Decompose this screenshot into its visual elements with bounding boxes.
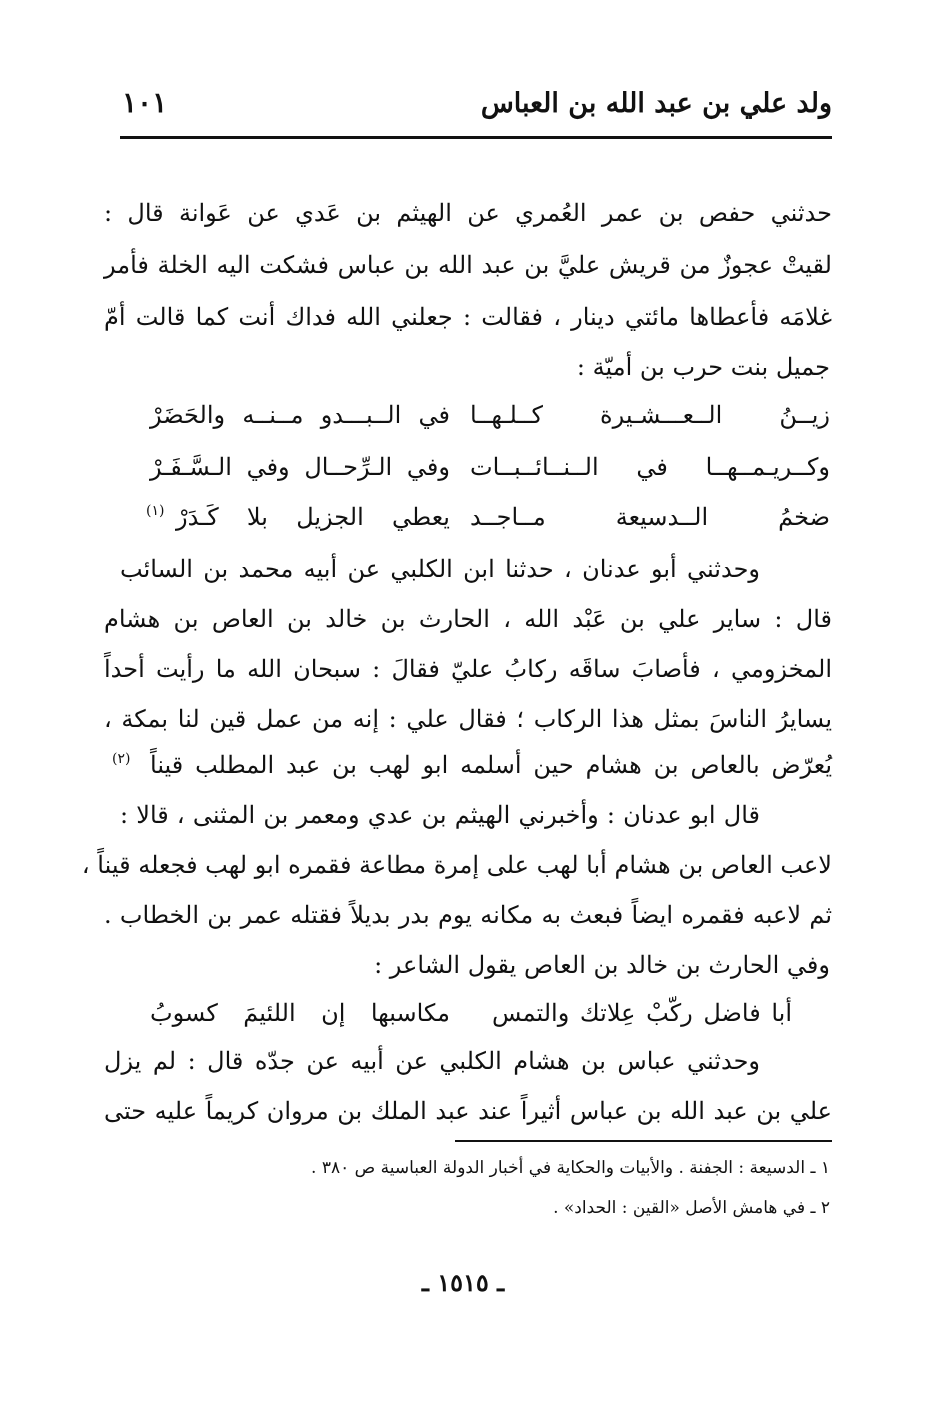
text-line: يُعرّض بالعاص بن هشام حين أسلمه ابو لهب بن عبد المطلب قيناً bbox=[150, 751, 832, 779]
footnote-marker: (٢) bbox=[112, 751, 131, 767]
text-line: جميل بنت حرب بن أميّة : bbox=[576, 353, 830, 381]
page-folio: ـ ١٥١٥ ـ bbox=[421, 1268, 505, 1297]
text-line: يسايرُ الناسَ بمثل هذا الركاب ؛ فقال علي : إنه من عمل قين لنا بمكة ، bbox=[104, 705, 832, 733]
text-line: وفي الحارث بن خالد بن العاص يقول الشاعر : bbox=[374, 951, 830, 979]
footnote: ٢ ـ في هامش الأصل «القين : الحداد» . bbox=[553, 1198, 830, 1218]
header-page-number: ١٠١ bbox=[122, 86, 168, 119]
text-line: ثم لاعبه فقمره ايضاً فبعث به مكانه يوم بدر بديلاً فقتله عمر بن الخطاب . bbox=[104, 901, 832, 929]
text-line: لاعب العاص بن هشام أبا لهب على إمرة مطاعة فقمره ابو لهب فجعله قيناً ، bbox=[81, 851, 832, 879]
text-line: علي بن عبد الله بن عباس أثيراً عند عبد الملك بن مروان كريماً عليه حتى bbox=[104, 1097, 832, 1125]
chapter-title: ولد علي بن عبد الله بن العباس bbox=[480, 88, 832, 119]
footnote: ١ ـ الدسيعة : الجفنة . والأبيات والحكاية في أخبار الدولة العباسية ص ٣٨٠ . bbox=[311, 1158, 830, 1178]
verse-hemistich-right: وكــريـمــهــا في الــنــائــبــات bbox=[470, 453, 830, 481]
text-line: حدثني حفص بن عمر العُمري عن الهيثم بن عَدي عن عَوانة قال : bbox=[104, 199, 832, 227]
verse-hemistich-right: زيــنُ الــعـــشـيرة كــلـهــا bbox=[470, 401, 830, 429]
verse-hemistich-left: في الــبـــدو مــنــه والحَضَرْ bbox=[150, 401, 450, 429]
text-line: لقيتْ عجوزٌ من قريش عليَّ بن عبد الله بن عباس فشكت اليه الخلة فأمر bbox=[104, 251, 832, 279]
footnote-marker: (١) bbox=[146, 503, 165, 519]
text-line: وحدثني أبو عدنان ، حدثنا ابن الكلبي عن أبيه محمد بن السائب bbox=[120, 555, 760, 583]
footnote-rule bbox=[455, 1140, 832, 1142]
verse-hemistich-left: وفي الـرِّحــال وفي الـسَّـفَـرْ bbox=[150, 453, 450, 481]
text-line: قال : ساير علي بن عَبْد الله ، الحارث بن خالد بن العاص بن هشام bbox=[104, 605, 832, 633]
verse-hemistich-right: أبا فاضل ركّبْ عِلاتك والتمس bbox=[492, 999, 792, 1027]
verse-hemistich-left: مكاسبها إن اللئيمَ كسوبُ bbox=[150, 999, 450, 1027]
text-line: المخزومي ، فأصابَ ساقَه ركابُ عليّ فقالَ : سبحان الله ما رأيت أحداً bbox=[104, 655, 832, 683]
verse-hemistich-left: يعطي الجزيل بلا كَـدَرْ bbox=[176, 503, 450, 531]
text-line: وحدثني عباس بن هشام الكلبي عن أبيه عن جدّه قال : لم يزل bbox=[104, 1047, 760, 1075]
header-rule bbox=[120, 136, 832, 139]
text-line: غلامَه فأعطاها مائتي دينار ، فقالت : جعلني الله فداك أنت كما قالت أمّ bbox=[104, 303, 832, 331]
text-line: قال ابو عدنان : وأخبرني الهيثم بن عدي ومعمر بن المثنى ، قالا : bbox=[120, 801, 760, 829]
verse-hemistich-right: ضخمُ الــدسيعة مــاجــد bbox=[470, 503, 830, 531]
running-header bbox=[120, 82, 832, 134]
